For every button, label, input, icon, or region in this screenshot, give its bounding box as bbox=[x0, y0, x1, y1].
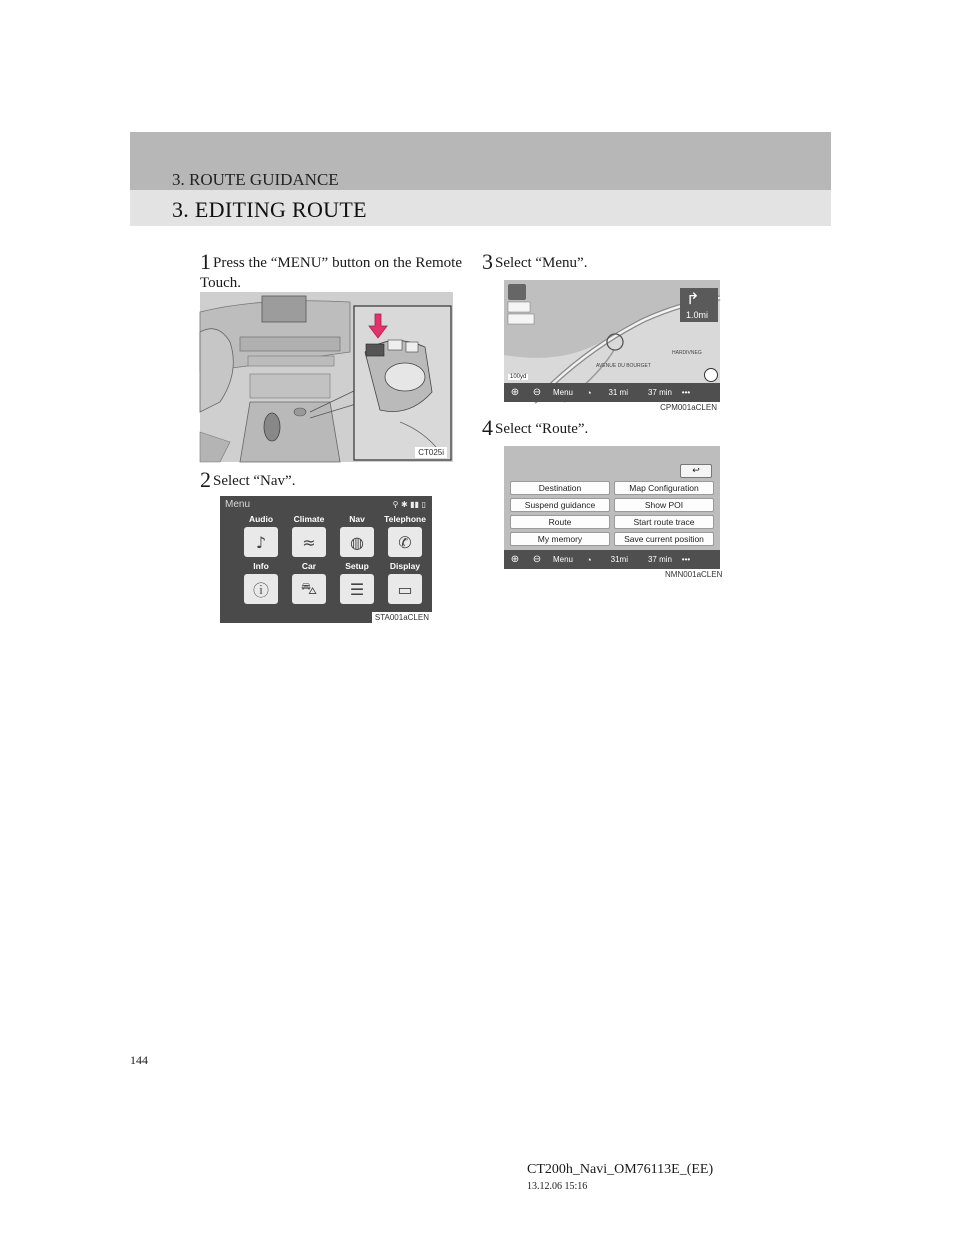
step-4 bbox=[482, 415, 589, 440]
remote-touch-illustration bbox=[200, 292, 453, 462]
figure-code: CPM001aCLEN bbox=[657, 402, 720, 413]
voice-icon[interactable]: ◔ bbox=[586, 387, 592, 398]
map-bottom-bar bbox=[504, 383, 720, 402]
step-number: 3 bbox=[482, 249, 493, 274]
nav-menu-menu-button[interactable]: Menu bbox=[552, 555, 573, 564]
print-timestamp: 13.12.06 15:16 bbox=[527, 1181, 588, 1192]
menu-row-top bbox=[238, 514, 428, 524]
map-place-label: HARDIVNEG bbox=[672, 350, 702, 356]
menu-label-display: Display bbox=[389, 561, 421, 571]
menu-label-audio: Audio bbox=[248, 514, 274, 524]
map-menu-button[interactable]: Menu bbox=[552, 388, 573, 397]
start-route-trace-button[interactable]: Start route trace bbox=[614, 515, 714, 529]
setup-icon[interactable]: ☰ bbox=[340, 574, 374, 604]
turn-distance: 1.0mi bbox=[686, 310, 709, 320]
map-scale: 100yd bbox=[510, 374, 527, 380]
menu-screen bbox=[220, 496, 432, 623]
map-configuration-button[interactable]: Map Configuration bbox=[614, 481, 714, 495]
figure-code: CT025i bbox=[415, 447, 447, 458]
zoom-in-icon[interactable]: ⊕ bbox=[510, 387, 520, 398]
save-current-position-button[interactable]: Save current position bbox=[614, 532, 714, 546]
chapter-title: 3. ROUTE GUIDANCE bbox=[172, 170, 339, 189]
zoom-in-icon[interactable]: ⊕ bbox=[510, 554, 520, 565]
step-1 bbox=[200, 249, 462, 293]
car-icon[interactable]: ⛍ bbox=[292, 574, 326, 604]
nav-menu-screen bbox=[504, 446, 720, 569]
menu-label-info: Info bbox=[253, 561, 269, 571]
trip-time: 37 min bbox=[647, 555, 672, 564]
step-text: Press the “MENU” button on the Remote Touch. bbox=[200, 255, 462, 291]
menu-tiles-top bbox=[244, 527, 422, 557]
menu-label-climate: Climate bbox=[293, 514, 325, 524]
speed-limit-icon bbox=[704, 368, 718, 382]
compass-icon[interactable]: ◍ bbox=[340, 527, 374, 557]
menu-row-bottom bbox=[238, 561, 428, 571]
menu-label-car: Car bbox=[301, 561, 317, 571]
trip-time: 37 min bbox=[647, 388, 672, 397]
status-icons: ⚲ ✱ ▮▮ ▯ bbox=[392, 500, 426, 509]
menu-screen-title: Menu bbox=[225, 499, 251, 510]
document-id: CT200h_Navi_OM76113E_(EE) bbox=[527, 1162, 714, 1177]
nav-menu-bottom-bar bbox=[504, 550, 720, 569]
show-poi-button[interactable]: Show POI bbox=[614, 498, 714, 512]
step-number: 4 bbox=[482, 415, 493, 440]
phone-icon[interactable]: ✆ bbox=[388, 527, 422, 557]
suspend-guidance-button[interactable]: Suspend guidance bbox=[510, 498, 610, 512]
step-number: 1 bbox=[200, 249, 211, 274]
page-number: 144 bbox=[130, 1053, 148, 1067]
my-memory-button[interactable]: My memory bbox=[510, 532, 610, 546]
figure-code: NMN001aCLEN bbox=[662, 569, 725, 580]
map-screen bbox=[504, 280, 720, 412]
menu-label-nav: Nav bbox=[349, 514, 365, 524]
route-button[interactable]: Route bbox=[510, 515, 610, 529]
turn-arrow-icon: ↱ bbox=[686, 289, 700, 308]
map-place-label: AVENUE DU BOURGET bbox=[596, 363, 651, 369]
destination-button[interactable]: Destination bbox=[510, 481, 610, 495]
info-icon[interactable]: ⓘ bbox=[244, 574, 278, 604]
figure-code: STA001aCLEN bbox=[372, 612, 432, 623]
section-title: 3. EDITING ROUTE bbox=[172, 197, 367, 222]
more-button[interactable]: ••• bbox=[681, 555, 691, 564]
step-number: 2 bbox=[200, 467, 211, 492]
display-icon[interactable]: ▭ bbox=[388, 574, 422, 604]
more-button[interactable]: ••• bbox=[681, 388, 691, 397]
music-note-icon[interactable]: ♪ bbox=[244, 527, 278, 557]
next-turn-panel bbox=[680, 288, 718, 322]
zoom-out-icon[interactable]: ⊖ bbox=[532, 554, 542, 565]
menu-label-setup: Setup bbox=[345, 561, 369, 571]
step-2 bbox=[200, 467, 296, 492]
menu-label-telephone: Telephone bbox=[384, 514, 426, 524]
dashboard-drawing bbox=[200, 292, 453, 462]
step-text: Select “Menu”. bbox=[495, 255, 588, 271]
climate-icon[interactable]: ≈ bbox=[292, 527, 326, 557]
step-text: Select “Route”. bbox=[495, 421, 589, 437]
menu-tiles-bottom bbox=[244, 574, 422, 604]
voice-icon[interactable]: ◔ bbox=[586, 554, 592, 565]
trip-distance: 31 mi bbox=[608, 388, 628, 397]
zoom-out-icon[interactable]: ⊖ bbox=[532, 387, 542, 398]
step-3 bbox=[482, 249, 588, 274]
compass-button[interactable] bbox=[508, 284, 526, 300]
trip-distance: 31mi bbox=[610, 555, 628, 564]
back-button[interactable]: ↩ bbox=[680, 464, 712, 478]
step-text: Select “Nav”. bbox=[213, 473, 296, 489]
